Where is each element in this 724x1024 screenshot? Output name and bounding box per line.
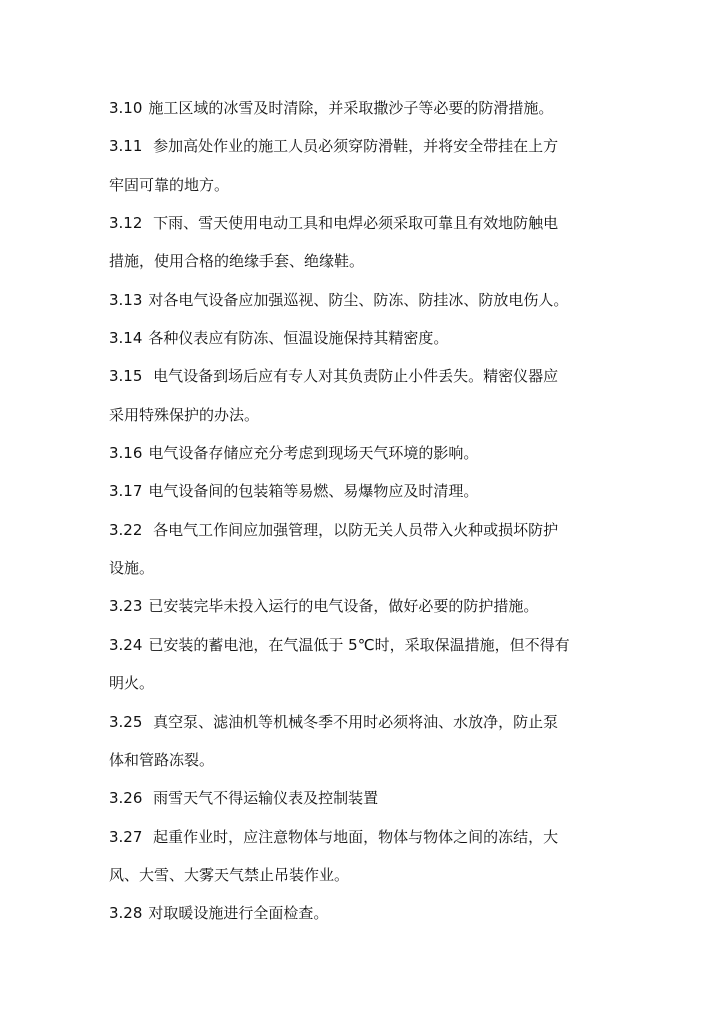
text-line	[109, 707, 614, 745]
clause-text: 设施。	[109, 559, 155, 578]
document-body	[109, 93, 614, 937]
clause-text: 下雨、雪天使用电动工具和电焊必须采取可靠且有效地防触电	[148, 214, 559, 233]
clause-number: 3.17	[109, 482, 143, 501]
clause-number: 3.13	[109, 290, 143, 309]
clause-text: 施工区域的冰雪及时清除，并采取撒沙子等必要的防滑措施。	[148, 99, 554, 117]
clause-number: 3.25	[109, 712, 143, 731]
clause-number: 3.14	[109, 329, 143, 348]
text-line	[109, 361, 614, 399]
clause-number: 3.22	[109, 520, 143, 539]
clause-text: 对各电气设备应加强巡视、防尘、防冻、防挂冰、防放电伤人。	[148, 290, 569, 309]
text-line	[109, 553, 614, 591]
clause-text: 已安装完毕未投入运行的电气设备，做好必要的防护措施。	[148, 597, 539, 616]
text-line	[109, 515, 614, 553]
clause-text: 对取暖设施进行全面检查。	[148, 904, 329, 923]
clause-text: 牢固可靠的地方。	[109, 175, 230, 194]
clause-number: 3.27	[109, 827, 143, 846]
clause-number: 3.12	[109, 214, 143, 233]
clause-text: 体和管路冻裂。	[109, 750, 215, 769]
text-line	[109, 630, 614, 668]
text-line	[109, 170, 614, 208]
clause-text: 已安装的蓄电池，在气温低于 5℃时，采取保温措施，但不得有	[148, 635, 570, 654]
text-line	[109, 208, 614, 246]
clause-number: 3.15	[109, 367, 143, 386]
text-line	[109, 591, 614, 629]
text-line	[109, 668, 614, 706]
clause-text: 采用特殊保护的办法。	[109, 405, 260, 424]
text-line	[109, 783, 614, 821]
text-line	[109, 860, 614, 898]
clause-text: 风、大雪、大雾天气禁止吊装作业。	[109, 865, 350, 884]
text-line	[109, 745, 614, 783]
clause-number: 3.24	[109, 635, 143, 654]
text-line	[109, 131, 614, 169]
clause-number: 3.11	[109, 137, 143, 156]
text-line	[109, 400, 614, 438]
text-line	[109, 438, 614, 476]
text-line	[109, 246, 614, 284]
clause-text: 明火。	[109, 674, 155, 693]
clause-text: 电气设备存储应充分考虑到现场天气环境的影响。	[148, 444, 479, 463]
clause-number: 3.28	[109, 904, 143, 923]
clause-text: 参加高处作业的施工人员必须穿防滑鞋，并将安全带挂在上方	[148, 137, 559, 156]
text-line	[109, 323, 614, 361]
clause-text: 真空泵、滤油机等机械冬季不用时必须将油、水放净，防止泵	[148, 712, 559, 731]
clause-number: 3.10	[109, 99, 143, 117]
text-line	[109, 285, 614, 323]
text-line	[109, 93, 614, 131]
clause-text: 电气设备间的包装箱等易燃、易爆物应及时清理。	[148, 482, 479, 501]
clause-text: 各电气工作间应加强管理，以防无关人员带入火种或损坏防护	[148, 520, 559, 539]
text-line	[109, 476, 614, 514]
clause-number: 3.26	[109, 789, 143, 808]
clause-text: 电气设备到场后应有专人对其负责防止小件丢失。精密仪器应	[148, 367, 559, 386]
text-line	[109, 898, 614, 936]
clause-text: 措施，使用合格的绝缘手套、绝缘鞋。	[109, 252, 365, 271]
clause-text: 各种仪表应有防冻、恒温设施保持其精密度。	[148, 329, 449, 348]
clause-text: 雨雪天气不得运输仪表及控制装置	[148, 789, 379, 808]
clause-number: 3.16	[109, 444, 143, 463]
clause-text: 起重作业时，应注意物体与地面，物体与物体之间的冻结，大	[148, 827, 559, 846]
clause-number: 3.23	[109, 597, 143, 616]
text-line	[109, 822, 614, 860]
